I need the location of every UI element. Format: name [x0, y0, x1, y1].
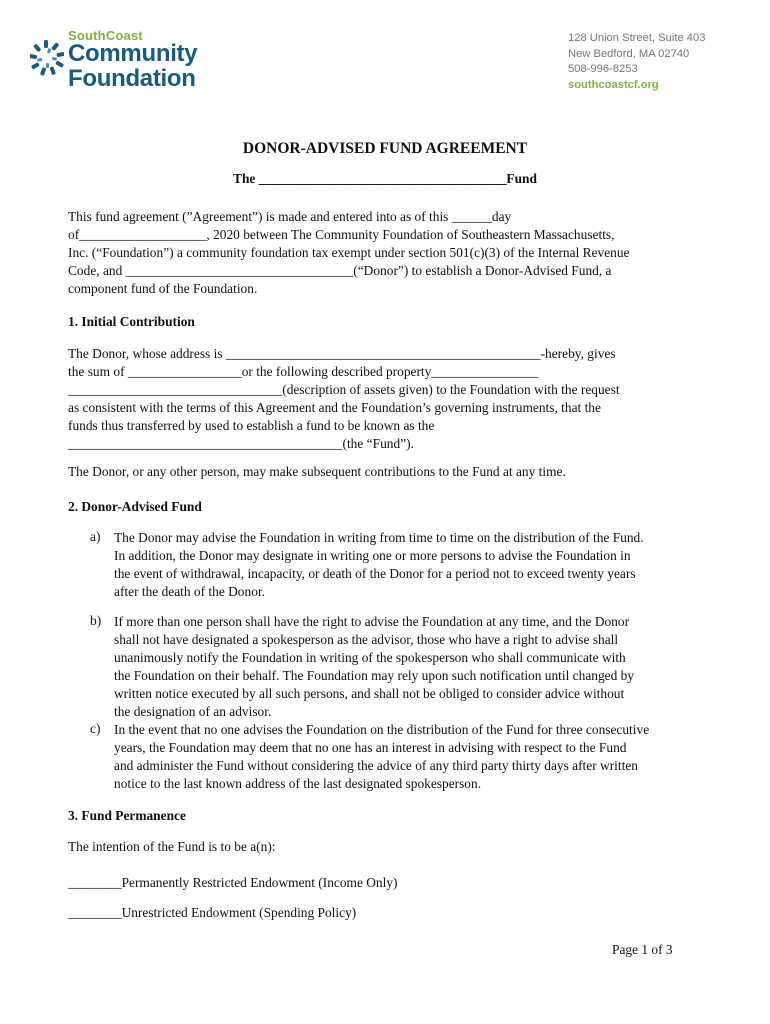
- page-number: Page 1 of 3: [612, 942, 673, 957]
- section-1-heading: 1. Initial Contribution: [68, 314, 195, 329]
- address-city: New Bedford, MA 02740: [568, 47, 690, 60]
- permanence-option-line: ________Unrestricted Endowment (Spending Policy): [68, 905, 357, 920]
- address-phone: 508-996-8253: [568, 63, 638, 75]
- list-item-line: unanimously notify the Foundation in writing of the spokesperson who shall communicate with: [114, 650, 626, 665]
- foundation-logo: [30, 28, 210, 94]
- subsequent-contributions-line: The Donor, or any other person, may make subsequent contributions to the Fund at any time.: [68, 464, 566, 479]
- section-1-line: the sum of _________________or the following described property________________: [68, 364, 539, 379]
- fund-intention-line: The intention of the Fund is to be a(n):: [68, 839, 276, 854]
- section-1-line: _________________________________________(the “Fund”).: [68, 436, 414, 451]
- list-item-line: after the death of the Donor.: [114, 584, 265, 599]
- intro-line: Inc. (“Foundation”) a community foundation tax exempt under section 501(c)(3) of the Internal Revenue: [68, 245, 630, 260]
- document-title: DONOR-ADVISED FUND AGREEMENT: [242, 140, 528, 157]
- subsequent-contributions-text: [68, 463, 708, 481]
- list-item-line: years, the Foundation may deem that no one has an interest in advising with respect to the Fund: [114, 740, 627, 755]
- list-item-line: the Foundation on their behalf. The Foundation may rely upon such notification until changed by: [114, 668, 635, 683]
- section-1-line: funds thus transferred by used to establish a fund to be known as the: [68, 418, 435, 433]
- list-item-line: In addition, the Donor may designate in writing one or more persons to advise the Foundation in: [114, 548, 631, 563]
- intro-line: Code, and __________________________________(“Donor”) to establish a Donor-Advised Fund, a: [68, 263, 612, 278]
- section-2-heading: 2. Donor-Advised Fund: [68, 499, 202, 514]
- logo-text-southcoast: SouthCoast: [68, 28, 143, 43]
- section-1-line: The Donor, whose address is _______________________________________________-hereby, gives: [68, 346, 616, 361]
- list-item-line: shall not have designated a spokesperson as the advisor, those who have a right to advise shall: [114, 632, 619, 647]
- logo-text-foundation: Foundation: [68, 65, 196, 92]
- intro-line: of___________________, 2020 between The Community Foundation of Southeastern Massachusetts,: [68, 227, 615, 242]
- section-2-list: [90, 529, 710, 601]
- list-item-line: notice to the last known address of the last designated spokesperson.: [114, 776, 482, 791]
- permanence-option-2: [68, 904, 708, 922]
- list-item-b: [90, 613, 710, 721]
- letterhead-address: [568, 31, 705, 93]
- fund-intention-text: [68, 838, 708, 856]
- list-item-c: [90, 721, 710, 793]
- website-link[interactable]: southcoastcf.org: [568, 78, 659, 91]
- list-marker: b): [90, 613, 102, 628]
- list-item-line: the designation of an advisor.: [114, 704, 272, 719]
- intro-paragraph: [68, 208, 708, 298]
- list-item-a: [90, 529, 710, 601]
- section-3-heading: 3. Fund Permanence: [68, 808, 186, 823]
- list-item-line: The Donor may advise the Foundation in writing from time to time on the distribution of the Fund.: [114, 530, 644, 545]
- list-item-line: and administer the Fund without considering the advice of any third party thirty days after written: [114, 758, 638, 773]
- permanence-option-1: [68, 874, 708, 892]
- section-2-list-b: [90, 613, 710, 793]
- logo-text-community: Community: [68, 40, 198, 67]
- section-1-line: as consistent with the terms of this Agreement and the Foundation’s governing instruments, that the: [68, 400, 601, 415]
- list-item-line: written notice executed by all such persons, and shall not be obliged to consider advice without: [114, 686, 625, 701]
- intro-line: This fund agreement (”Agreement”) is made and entered into as of this ______day: [68, 209, 512, 224]
- starburst-logo-icon: [30, 38, 64, 78]
- permanence-option-line: ________Permanently Restricted Endowment (Income Only): [68, 875, 398, 890]
- section-1-line: ________________________________(description of assets given) to the Foundation with the request: [68, 382, 620, 397]
- list-marker: c): [90, 721, 101, 736]
- address-street: 128 Union Street, Suite 403: [568, 32, 706, 44]
- list-marker: a): [90, 529, 101, 544]
- list-item-line: the event of withdrawal, incapacity, or death of the Donor for a period not to exceed twenty years: [114, 566, 636, 581]
- list-item-line: If more than one person shall have the right to advise the Foundation at any time, and the Donor: [114, 614, 630, 629]
- intro-line: component fund of the Foundation.: [68, 281, 258, 296]
- section-1-paragraph: [68, 345, 708, 453]
- list-item-line: In the event that no one advises the Foundation on the distribution of the Fund for three consecutive: [114, 722, 650, 737]
- fund-name-line: The _____________________________________Fund: [233, 171, 537, 186]
